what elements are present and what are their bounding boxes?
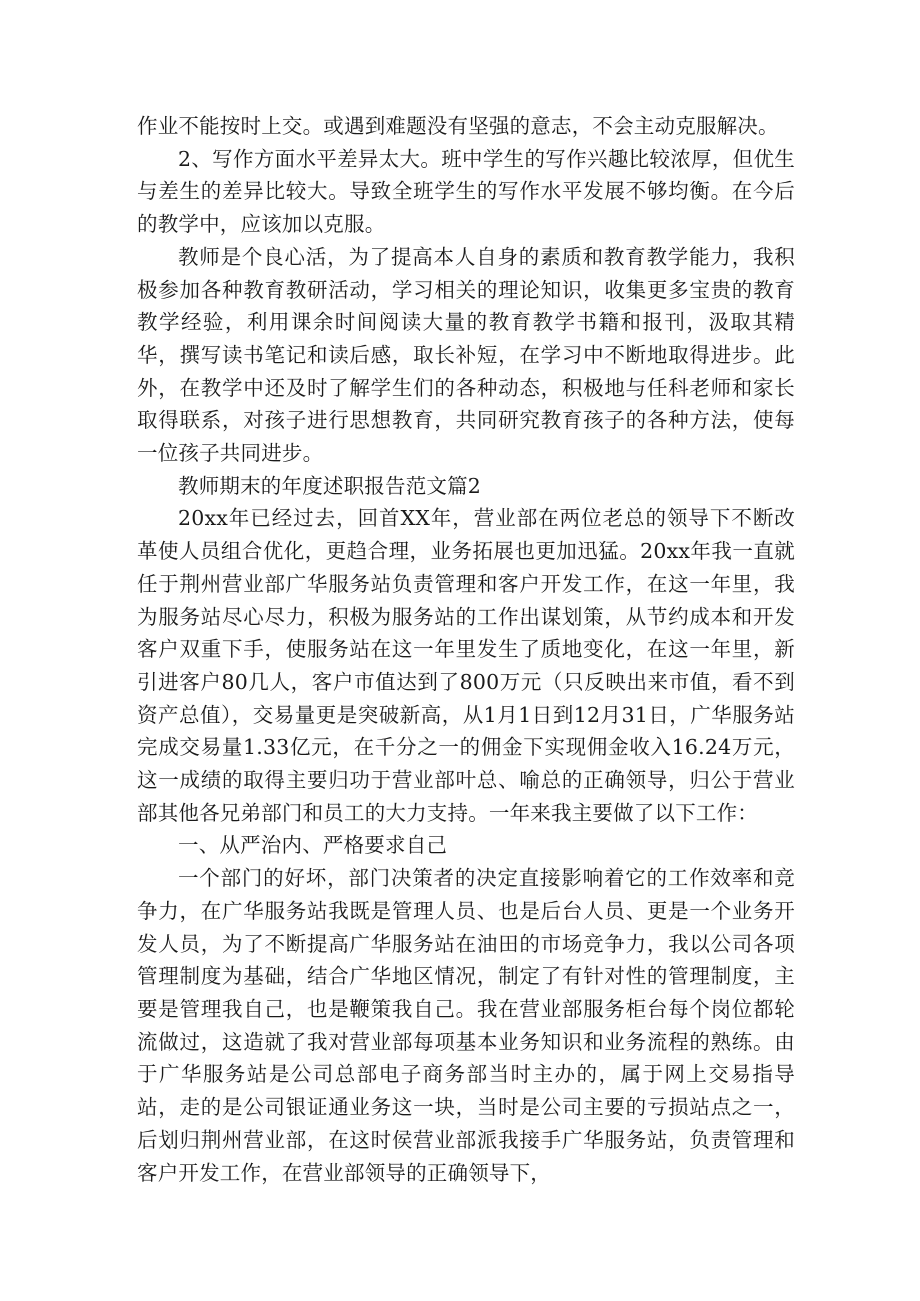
paragraph-5: 一个部门的好坏，部门决策者的决定直接影响着它的工作效率和竞争力，在广华服务站我既是管理人员、也是后台人员、更是一个业务开发人员，为了不断提高广华服务站在油田的市场竞争力，我以公司各项管理制度为基础，结合广华地区情况，制定了有针对性的管理制度，主要是管理我自己，也是鞭策我自己。我在营业部服务柜台每个岗位都轮流做过，这造就了我对营业部每项基本业务知识和业务流程的熟练。由于广华服务站是公司总部电子商务部当时主办的，属于网上交易指导站，走的是公司银证通业务这一块，当时是公司主要的亏损站点之一，后划归荆州营业部，在这时侯营业部派我接手广华服务站，负责管理和客户开发工作，在营业部领导的正确领导下， [137,866,795,1185]
paragraph-3: 教师是个良心活，为了提高本人自身的素质和教育教学能力，我积极参加各种教育教研活动，学习相关的理论知识，收集更多宝贵的教育教学经验，利用课余时间阅读大量的教育教学书籍和报刊，汲取其精华，撰写读书笔记和读后感，取长补短，在学习中不断地取得进步。此外，在教学中还及时了解学生们的各种动态，积极地与任科老师和家长取得联系，对孩子进行思想教育，共同研究教育孩子的各种方法，使每一位孩子共同进步。 [137,244,795,466]
section-title: 教师期末的年度述职报告范文篇2 [178,473,482,498]
paragraph-1: 作业不能按时上交。或遇到难题没有坚强的意志，不会主动克服解决。 [137,114,779,138]
paragraph-2: 2、写作方面水平差异太大。班中学生的写作兴趣比较浓厚，但优生与差生的差异比较大。导致全班学生的写作水平发展不够均衡。在今后的教学中，应该加以克服。 [137,146,795,237]
document-body [137,110,795,1189]
paragraph-4: 20xx年已经过去，回首XX年，营业部在两位老总的领导下不断改革使人员组合优化，更趋合理，业务拓展也更加迅猛。20xx年我一直就任于荆州营业部广华服务站负责管理和客户开发工作，在这一年里，我为服务站尽心尽力，积极为服务站的工作出谋划策，从节约成本和开发客户双重下手，使服务站在这一年里发生了质地变化，在这一年里，新引进客户80几人，客户市值达到了800万元（只反映出来市值，看不到资产总值），交易量更是突破新高，从1月1日到12月31日，广华服务站完成交易量1.33亿元，在千分之一的佣金下实现佣金收入16.24万元，这一成绩的取得主要归功于营业部叶总、喻总的正确领导，归公于营业部其他各兄弟部门和员工的大力支持。一年来我主要做了以下工作： [137,506,795,825]
subsection-heading: 一、从严治内、严格要求自己 [178,833,448,858]
